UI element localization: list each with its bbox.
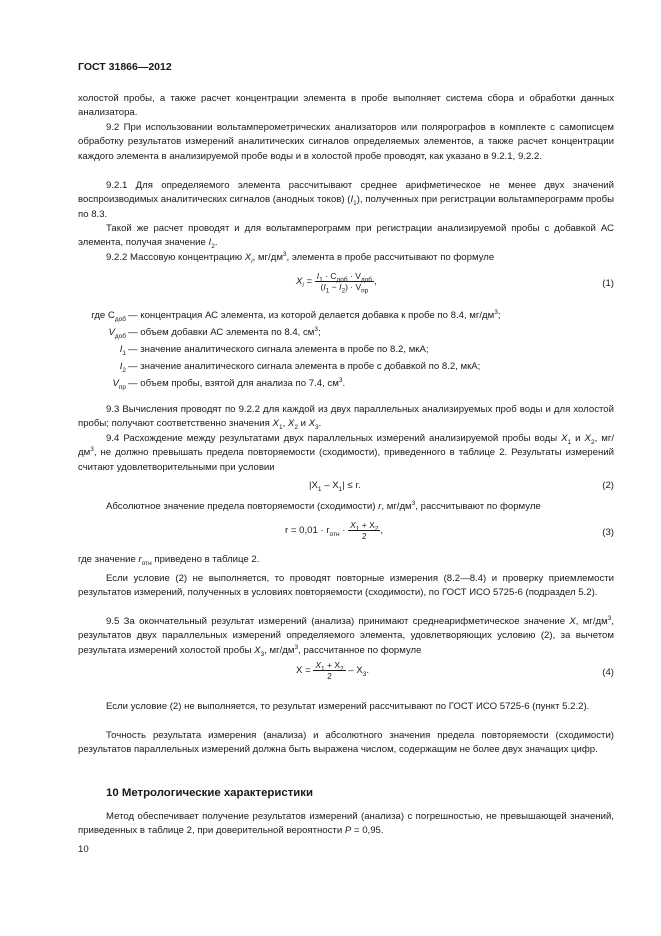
- paragraph-repeat-measurements: Если условие (2) не выполняется, то проводят повторные измерения (8.2—8.4) и проверку приемлемости результатов измерений, полученных в условиях повторяемости (сходимости), по ГОСТ ИСО 5725-6 (подраздел 5.2).: [78, 573, 614, 599]
- equation-number: (1): [602, 278, 614, 289]
- standard-header: ГОСТ 31866—2012: [78, 61, 172, 73]
- equation-number: (2): [602, 480, 614, 491]
- section-title: 10 Метрологические характеристики: [106, 787, 313, 799]
- equation-number: (3): [602, 527, 614, 538]
- definition-item: где $C_{доб}$ — концентрация АС элемента, из которой делается добавка к пробе по 8.4, $мг/дм^3$;: [91, 308, 501, 323]
- fraction: $\frac{I_1 \cdot C_{доб} \cdot V_{доб}}{(I_1 - I_2) \cdot V_{пр}}$: [316, 271, 373, 295]
- definition-item: $I_2$ — значение аналитического сигнала элемента в пробе с добавкой по 8.2, мкА;: [119, 361, 481, 374]
- paragraph-repeatability: Абсолютное значение предела повторяемости (сходимости) r, $мг/дм^3$, рассчитывают по формуле: [106, 499, 541, 512]
- definitions-list: [78, 309, 614, 394]
- equation-4: X = $\frac{X_1 + X_2}{2}$ – $X_3$. (4): [296, 660, 614, 681]
- equation-1: $X_i$ = $\frac{I_1 \cdot C_{доб} \cdot V_{доб}}{(I_1 - I_2) \cdot V_{пр}}$ , (1): [296, 271, 614, 295]
- paragraph-gost-5725: Если условие (2) не выполняется, то результат измерений рассчитывают по ГОСТ ИСО 5725-6 (пункт 5.2.2).: [106, 701, 590, 712]
- equation-2: $|X_1 - X_1| \le r$. (2): [309, 480, 614, 493]
- definition-item: $I_1$ — значение аналитического сигнала элемента в пробе по 8.2, мкА;: [119, 344, 429, 357]
- paragraph-9-5: 9.5 За окончательный результат измерений (анализа) принимают среднеарифметическое значение X, $мг/дм^3$, результатов двух параллельных измерений определяемого элемента, удовлетворяющих условию (2), за вычетом результата измерений холостой пробы $X_3$, $мг/дм^3$, рассчитанное по формуле: [78, 614, 615, 658]
- equation-3: $r = 0,01 \cdot r_{отн}$ · $\frac{X_1 + X_2}{2}$ , (3): [285, 520, 614, 541]
- paragraph: холостой пробы, а также расчет концентрации элемента в пробе выполняет система сбора и обработки данных анализатора.: [78, 93, 614, 119]
- equation-number: (4): [602, 667, 614, 678]
- paragraph-where-r: где значение $r_{отн}$ приведено в таблице 2.: [78, 554, 260, 567]
- paragraph-9-4: 9.4 Расхождение между результатами двух параллельных измерений анализируемой пробы воды $X_1$ и $X_2$, $мг/дм^3$, не должно превышать предела повторяемости (сходимости), приведенного в таблице 2. Результаты измерений считают удовлетворительными при условии: [78, 433, 614, 473]
- paragraph-blank-calc: Такой же расчет проводят и для вольтамперограмм при регистрации анализируемой пробы с добавкой АС элемента, получая значение $I_2$.: [78, 223, 614, 251]
- page-number: 10: [78, 844, 89, 855]
- paragraph-method: Метод обеспечивает получение результатов измерений (анализа) с погрешностью, не превышающей значений, приведенных в таблице 2, при доверительной вероятности P = 0,95.: [78, 811, 614, 837]
- paragraph-9-2: 9.2 При использовании вольтамперометрических анализаторов или полярографов в комплекте с самописцем обработку результатов измерений аналитических сигналов определяемых элементов, а также расчет концентрации каждого элемента в анализируемой пробе воды и в холостой пробе проводят, как указано в 9.2.1, 9.2.2.: [78, 122, 614, 162]
- paragraph-9-3: 9.3 Вычисления проводят по 9.2.2 для каждой из двух параллельных анализируемых проб воды и для холостой пробы; получают соответственно значения $X_1$, $X_2$ и $X_3$.: [78, 404, 614, 432]
- fraction: $\frac{X_1 + X_2}{2}$: [315, 660, 344, 681]
- fraction: $\frac{X_1 + X_2}{2}$: [350, 520, 379, 541]
- paragraph-precision: Точность результата измерения (анализа) и абсолютного значения предела повторяемости (сходимости) результатов параллельных измерений должна быть выражена числом, содержащим не более двух значащих цифр.: [78, 730, 614, 756]
- definition-item: $V_{пр}$ — объем пробы, взятой для анализа по 7.4, $см^3$.: [112, 376, 346, 391]
- paragraph-9-2-1: 9.2.1 Для определяемого элемента рассчитывают среднее арифметическое не менее двух значений воспроизводимых аналитических сигналов (анодных токов) $(I_1)$, полученных при регистрации вольтамперограмм пробы по 8.3.: [78, 180, 614, 220]
- definition-item: $V_{доб}$ — объем добавки АС элемента по 8.4, $см^3$;: [108, 325, 321, 340]
- paragraph-9-2-2: 9.2.2 Массовую концентрацию $X_i$, $мг/дм^3$, элемента в пробе рассчитывают по формуле: [106, 250, 495, 265]
